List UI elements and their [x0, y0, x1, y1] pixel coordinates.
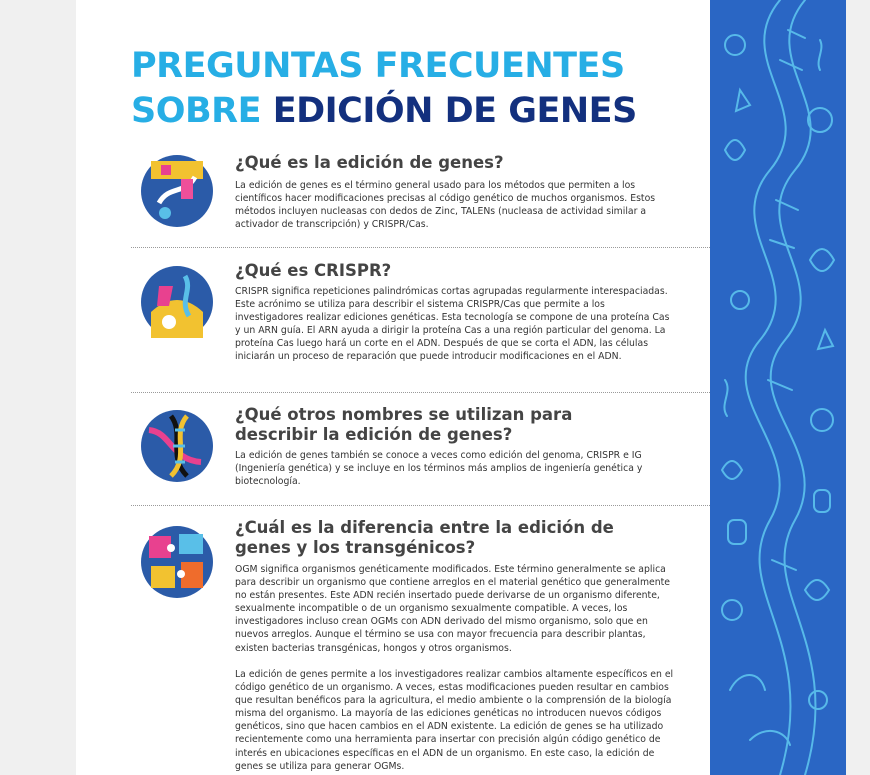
- transgenic-puzzle-icon: [141, 526, 213, 598]
- faq-answer: La edición de genes también se conoce a veces como edición del genoma, CRISPR e IG (Ingeniería genética) y se incluye en los términos más amplios de ingeniería genética y biotecnología.: [235, 450, 643, 488]
- doodle-pattern-icon: [710, 0, 846, 775]
- dna-helix-icon: [141, 410, 213, 482]
- gene-editing-icon: [141, 155, 213, 227]
- title-line-2-light: SOBRE: [131, 91, 261, 131]
- faq-answer: CRISPR significa repeticiones palindrómicas cortas agrupadas regularmente interespaciadas. Este acrónimo se utiliza para describir el sistema CRISPR/Cas que permite a los investigadores realizar ediciones genéticas. Esta tecnología se compone de una proteína Cas y un ARN guía. El ARN ayuda a dirigir la proteína Cas a una región particular del genoma. La proteína Cas luego hará un corte en el ADN. Después de que se corta el ADN, las células iniciarán un proceso de reparación que puede introducir modificaciones en el ADN.: [235, 286, 670, 363]
- faq-question: ¿Qué es CRISPR?: [235, 261, 392, 280]
- section-divider: [131, 392, 710, 393]
- faq-answer: OGM significa organismos genéticamente modificados. Este término generalmente se aplica para describir un organismo que contiene arreglos en el material genético que generalmente no están presentes. Este ADN recién insertado puede derivarse de un organismo diferente, sexualmente incompatible o de un organismo sexualmente compatible. A veces, los investigadores incluso crean OGMs con ADN derivado del mismo organismo, solo que en nuevos arreglos. Aunque el término se usa con mayor frecuencia para describir plantas, existen bacterias transgénicas, hongos y otros organismos.: [235, 564, 670, 654]
- faq-question: ¿Cuál es la diferencia entre la edición de genes y los transgénicos?: [235, 518, 614, 557]
- crispr-icon: [141, 266, 213, 338]
- title-line-1: PREGUNTAS FRECUENTES: [131, 46, 625, 86]
- faq-question: ¿Qué es la edición de genes?: [235, 153, 504, 172]
- decorative-banner: [710, 0, 846, 775]
- section-divider: [131, 247, 710, 248]
- page-title: [131, 44, 637, 134]
- section-divider: [131, 505, 710, 506]
- right-margin: [846, 0, 870, 775]
- title-line-2-dark: EDICIÓN DE GENES: [272, 91, 637, 131]
- left-margin: [0, 0, 76, 775]
- faq-answer: La edición de genes es el término general usado para los métodos que permiten a los científicos hacer modificaciones precisas al código genético de muchos organismos. Estos métodos incluyen nucleasas con dedos de Zinc, TALENs (nucleasa de actividad similar a activador de transcripción) y CRISPR/Cas.: [235, 180, 656, 231]
- faq-question: ¿Qué otros nombres se utilizan para describir la edición de genes?: [235, 405, 573, 444]
- faq-answer-continued: La edición de genes permite a los investigadores realizar cambios altamente específicos en el código genético de un organismo. A veces, estas modificaciones pueden resultar en cambios que resultan benéficos para la agricultura, el medio ambiente o la comprensión de la biología misma del organismo. La mayoría de las ediciones genéticas no introducen nuevos códigos genéticos, sino que hacen cambios en el ADN existente. La edición de genes se ha utilizado recientemente como una herramienta para insertar con precisión algún código genético de interés en ubicaciones específicas en el ADN de un organismo. En este caso, la edición de genes se utiliza para generar OGMs.: [235, 669, 674, 772]
